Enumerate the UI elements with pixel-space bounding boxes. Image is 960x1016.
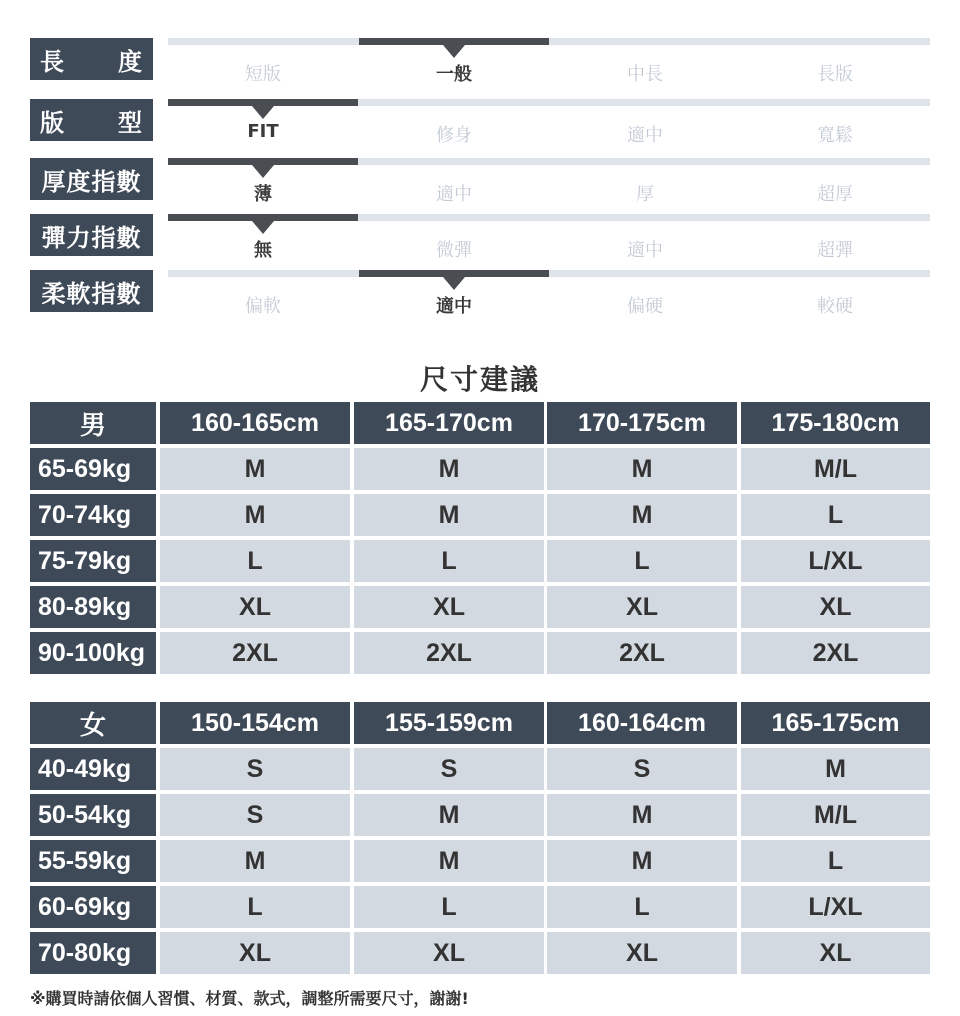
scale-option: 長版 bbox=[817, 64, 853, 85]
footnote: ※購買時請依個人習慣、材質、款式，調整所需要尺寸，謝謝! bbox=[30, 989, 469, 1008]
weight-cell: 65-69kg bbox=[30, 448, 156, 490]
scale-pointer-icon bbox=[252, 165, 274, 178]
scale-selected-segment bbox=[168, 158, 358, 165]
attribute-label-char: 型 bbox=[118, 108, 143, 137]
scale-track bbox=[168, 99, 930, 146]
attribute-label-char: 度 bbox=[118, 47, 143, 76]
scale-selected-segment bbox=[168, 99, 358, 106]
gender-header: 女 bbox=[30, 702, 156, 744]
scale-pointer-icon bbox=[443, 45, 465, 58]
scale-track bbox=[168, 38, 930, 85]
scale-option: 偏軟 bbox=[245, 296, 281, 317]
size-cell: XL bbox=[741, 932, 930, 974]
size-cell: 2XL bbox=[354, 632, 544, 674]
size-cell: M bbox=[354, 494, 544, 536]
size-cell: 2XL bbox=[160, 632, 350, 674]
scale-option: 厚 bbox=[636, 184, 654, 205]
scale-option: 薄 bbox=[254, 184, 272, 205]
size-cell: XL bbox=[354, 586, 544, 628]
size-cell: M bbox=[160, 494, 350, 536]
scale-option: 無 bbox=[254, 240, 272, 261]
size-cell: M bbox=[741, 748, 930, 790]
size-cell: L bbox=[547, 540, 737, 582]
scale-option: FIT bbox=[247, 121, 279, 142]
size-cell: M bbox=[354, 794, 544, 836]
scale-option: 超厚 bbox=[817, 184, 853, 205]
weight-cell: 75-79kg bbox=[30, 540, 156, 582]
scale-selected-segment bbox=[359, 38, 549, 45]
attribute-row bbox=[0, 270, 960, 316]
weight-cell: 70-74kg bbox=[30, 494, 156, 536]
weight-cell: 60-69kg bbox=[30, 886, 156, 928]
height-header: 165-175cm bbox=[741, 702, 930, 744]
size-cell: L/XL bbox=[741, 540, 930, 582]
height-header: 155-159cm bbox=[354, 702, 544, 744]
size-cell: S bbox=[547, 748, 737, 790]
scale-option: 寬鬆 bbox=[817, 125, 853, 146]
attribute-label-char: 長 bbox=[40, 47, 65, 76]
attribute-label bbox=[30, 99, 153, 141]
scale-option: 適中 bbox=[627, 125, 663, 146]
size-cell: M bbox=[547, 448, 737, 490]
attribute-label bbox=[30, 38, 153, 80]
scale-track bbox=[168, 270, 930, 317]
size-cell: 2XL bbox=[741, 632, 930, 674]
size-cell: L bbox=[160, 540, 350, 582]
scale-track bbox=[168, 158, 930, 205]
size-cell: M bbox=[354, 840, 544, 882]
size-cell: M/L bbox=[741, 448, 930, 490]
size-cell: M bbox=[547, 794, 737, 836]
size-cell: M bbox=[547, 494, 737, 536]
attribute-row bbox=[0, 158, 960, 204]
scale-option: 微彈 bbox=[436, 240, 472, 261]
size-cell: XL bbox=[160, 586, 350, 628]
size-cell: S bbox=[160, 748, 350, 790]
size-cell: L/XL bbox=[741, 886, 930, 928]
size-cell: XL bbox=[741, 586, 930, 628]
scale-option: 偏硬 bbox=[627, 296, 663, 317]
size-cell: XL bbox=[354, 932, 544, 974]
size-cell: M/L bbox=[741, 794, 930, 836]
height-header: 160-165cm bbox=[160, 402, 350, 444]
scale-option: 中長 bbox=[627, 64, 663, 85]
weight-cell: 40-49kg bbox=[30, 748, 156, 790]
scale-pointer-icon bbox=[252, 106, 274, 119]
size-cell: XL bbox=[160, 932, 350, 974]
size-cell: M bbox=[160, 448, 350, 490]
size-cell: M bbox=[354, 448, 544, 490]
height-header: 150-154cm bbox=[160, 702, 350, 744]
attribute-label: 柔軟指數 bbox=[30, 270, 153, 312]
size-chart-title: 尺寸建議 bbox=[419, 363, 540, 396]
gender-header: 男 bbox=[30, 402, 156, 444]
size-cell: L bbox=[741, 840, 930, 882]
scale-option: 短版 bbox=[245, 64, 281, 85]
size-cell: XL bbox=[547, 586, 737, 628]
size-cell: L bbox=[160, 886, 350, 928]
size-cell: M bbox=[547, 840, 737, 882]
scale-option: 較硬 bbox=[817, 296, 853, 317]
attribute-label: 彈力指數 bbox=[30, 214, 153, 256]
scale-selected-segment bbox=[168, 214, 358, 221]
scale-option: 超彈 bbox=[817, 240, 853, 261]
size-cell: M bbox=[160, 840, 350, 882]
size-cell: XL bbox=[547, 932, 737, 974]
size-cell: 2XL bbox=[547, 632, 737, 674]
weight-cell: 55-59kg bbox=[30, 840, 156, 882]
scale-option: 適中 bbox=[627, 240, 663, 261]
scale-pointer-icon bbox=[252, 221, 274, 234]
scale-option: 適中 bbox=[436, 296, 472, 317]
height-header: 170-175cm bbox=[547, 402, 737, 444]
size-cell: L bbox=[354, 886, 544, 928]
height-header: 160-164cm bbox=[547, 702, 737, 744]
weight-cell: 50-54kg bbox=[30, 794, 156, 836]
scale-option: 適中 bbox=[436, 184, 472, 205]
scale-pointer-icon bbox=[443, 277, 465, 290]
scale-selected-segment bbox=[359, 270, 549, 277]
size-cell: S bbox=[354, 748, 544, 790]
weight-cell: 80-89kg bbox=[30, 586, 156, 628]
attribute-row bbox=[0, 38, 960, 84]
scale-option: 修身 bbox=[436, 125, 472, 146]
scale-track bbox=[168, 214, 930, 261]
size-cell: L bbox=[354, 540, 544, 582]
attribute-row bbox=[0, 214, 960, 260]
size-cell: L bbox=[547, 886, 737, 928]
scale-option: 一般 bbox=[436, 64, 472, 85]
weight-cell: 90-100kg bbox=[30, 632, 156, 674]
size-cell: S bbox=[160, 794, 350, 836]
height-header: 165-170cm bbox=[354, 402, 544, 444]
attribute-row bbox=[0, 99, 960, 145]
size-cell: L bbox=[741, 494, 930, 536]
height-header: 175-180cm bbox=[741, 402, 930, 444]
weight-cell: 70-80kg bbox=[30, 932, 156, 974]
attribute-label-char: 版 bbox=[40, 108, 65, 137]
attribute-label: 厚度指數 bbox=[30, 158, 153, 200]
